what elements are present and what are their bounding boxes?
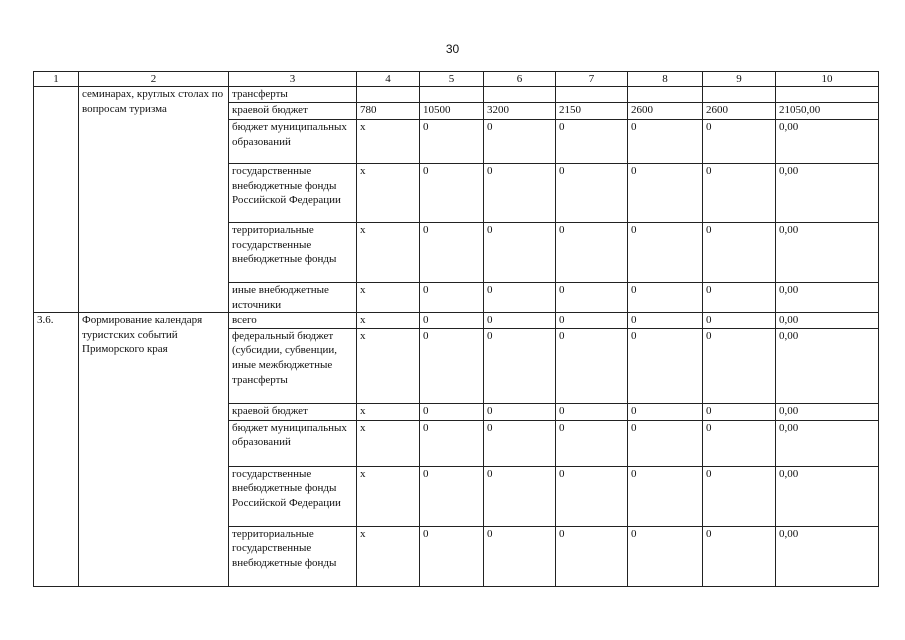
page-number: 30 (445, 42, 460, 56)
column-number-row (34, 72, 879, 87)
value-cell: 2150 (556, 103, 628, 120)
value-cell: 0,00 (776, 313, 879, 329)
value-cell: 0 (703, 120, 776, 164)
column-number: 1 (34, 72, 79, 87)
value-cell: 0 (484, 313, 556, 329)
value-cell: 0 (420, 283, 484, 313)
value-cell: 0 (703, 466, 776, 526)
value-cell: 0 (628, 403, 703, 420)
value-cell: 0 (420, 403, 484, 420)
table-body (34, 72, 879, 587)
column-number: 5 (420, 72, 484, 87)
item-name: Формирование календаря туристских событий Приморского края (79, 313, 229, 587)
value-cell: x (357, 466, 420, 526)
value-cell: 0,00 (776, 164, 879, 223)
funding-source: бюджет муниципальных образований (229, 120, 357, 164)
value-cell: 0 (628, 283, 703, 313)
value-cell: 0 (420, 526, 484, 586)
value-cell: 0 (420, 466, 484, 526)
column-number: 7 (556, 72, 628, 87)
value-cell: 2600 (703, 103, 776, 120)
value-cell: x (357, 403, 420, 420)
value-cell: 0 (628, 420, 703, 466)
value-cell: 0 (484, 223, 556, 283)
value-cell: 0 (703, 223, 776, 283)
value-cell: 0 (703, 526, 776, 586)
value-cell: 0 (420, 120, 484, 164)
funding-source: государственные внебюджетные фонды Российской Федерации (229, 164, 357, 223)
value-cell: 0 (556, 164, 628, 223)
value-cell: 0 (628, 313, 703, 329)
value-cell: 0 (628, 526, 703, 586)
value-cell (776, 87, 879, 103)
value-cell: 0 (556, 526, 628, 586)
value-cell: 0 (556, 466, 628, 526)
value-cell: 0 (484, 526, 556, 586)
value-cell: 0 (628, 223, 703, 283)
column-number: 10 (776, 72, 879, 87)
column-number: 9 (703, 72, 776, 87)
value-cell: 0 (628, 164, 703, 223)
value-cell (357, 87, 420, 103)
value-cell: 0 (484, 466, 556, 526)
value-cell: 0 (628, 120, 703, 164)
item-code: 3.6. (34, 313, 79, 587)
value-cell: 0 (703, 313, 776, 329)
value-cell: x (357, 283, 420, 313)
value-cell: 0 (703, 328, 776, 403)
value-cell: x (357, 164, 420, 223)
value-cell (420, 87, 484, 103)
funding-source: территориальные государственные внебюджетные фонды (229, 526, 357, 586)
value-cell: 0,00 (776, 403, 879, 420)
value-cell: x (357, 420, 420, 466)
table-row (34, 313, 879, 329)
value-cell: 0 (556, 313, 628, 329)
value-cell: 0 (628, 328, 703, 403)
table-row (34, 87, 879, 103)
funding-source: всего (229, 313, 357, 329)
value-cell: 0 (420, 223, 484, 283)
value-cell: 0 (420, 420, 484, 466)
value-cell: 0 (484, 403, 556, 420)
value-cell: 0 (556, 223, 628, 283)
column-number: 8 (628, 72, 703, 87)
value-cell: 0 (420, 328, 484, 403)
value-cell: 0 (484, 420, 556, 466)
funding-source: государственные внебюджетные фонды Российской Федерации (229, 466, 357, 526)
value-cell: 0,00 (776, 223, 879, 283)
value-cell: 0 (420, 164, 484, 223)
value-cell: x (357, 526, 420, 586)
value-cell (484, 87, 556, 103)
value-cell (556, 87, 628, 103)
value-cell: 21050,00 (776, 103, 879, 120)
column-number: 4 (357, 72, 420, 87)
value-cell: 0,00 (776, 120, 879, 164)
funding-source: краевой бюджет (229, 403, 357, 420)
value-cell: 0 (484, 164, 556, 223)
funding-source: территориальные государственные внебюджетные фонды (229, 223, 357, 283)
value-cell: 0,00 (776, 466, 879, 526)
column-number: 3 (229, 72, 357, 87)
value-cell: x (357, 328, 420, 403)
value-cell: 0 (556, 283, 628, 313)
column-number: 6 (484, 72, 556, 87)
value-cell: 0 (703, 403, 776, 420)
value-cell: x (357, 313, 420, 329)
value-cell: 0,00 (776, 283, 879, 313)
item-code (34, 87, 79, 313)
value-cell: 0 (484, 328, 556, 403)
value-cell: 780 (357, 103, 420, 120)
value-cell: x (357, 223, 420, 283)
value-cell: 0 (420, 313, 484, 329)
item-name: семинарах, круглых столах по вопросам туризма (79, 87, 229, 313)
value-cell: 0 (556, 403, 628, 420)
value-cell: 0 (556, 120, 628, 164)
value-cell: 0 (703, 420, 776, 466)
value-cell: 0,00 (776, 526, 879, 586)
value-cell: 0,00 (776, 328, 879, 403)
value-cell: 0 (484, 120, 556, 164)
value-cell (628, 87, 703, 103)
value-cell: 0,00 (776, 420, 879, 466)
budget-table (33, 71, 879, 587)
value-cell: 0 (703, 283, 776, 313)
funding-source: иные внебюджетные источники (229, 283, 357, 313)
value-cell: 2600 (628, 103, 703, 120)
funding-source: бюджет муниципальных образований (229, 420, 357, 466)
value-cell: 0 (556, 420, 628, 466)
funding-source: краевой бюджет (229, 103, 357, 120)
value-cell: 0 (628, 466, 703, 526)
value-cell: 10500 (420, 103, 484, 120)
value-cell: 0 (556, 328, 628, 403)
value-cell (703, 87, 776, 103)
column-number: 2 (79, 72, 229, 87)
value-cell: 0 (703, 164, 776, 223)
value-cell: 0 (484, 283, 556, 313)
value-cell: x (357, 120, 420, 164)
funding-source: трансферты (229, 87, 357, 103)
value-cell: 3200 (484, 103, 556, 120)
funding-source: федеральный бюджет (субсидии, субвенции, иные межбюджетные трансферты (229, 328, 357, 403)
